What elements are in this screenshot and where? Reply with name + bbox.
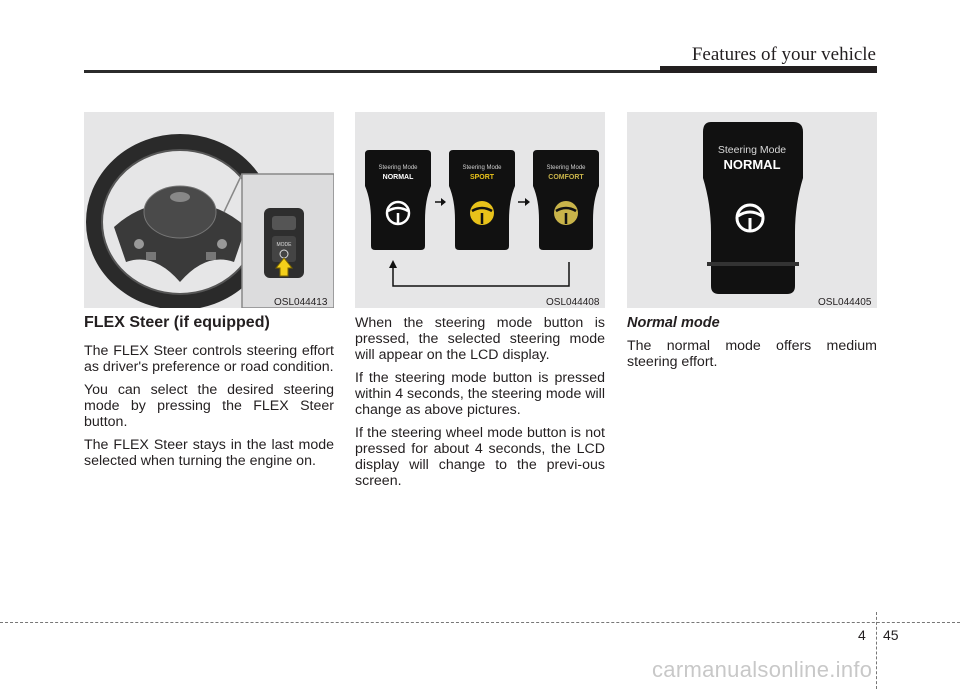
paragraph: When the steering mode button is pressed, the selected steering mode will appear on the LCD display. bbox=[355, 315, 605, 363]
display-mode: NORMAL bbox=[382, 174, 414, 181]
page-number: 45 bbox=[883, 627, 899, 643]
display-caption: Steering Mode bbox=[378, 165, 418, 171]
watermark: carmanualsonline.info bbox=[652, 657, 873, 682]
paragraph: The FLEX Steer stays in the last mode selected when turning the engine on. bbox=[84, 437, 334, 469]
mode-sequence-illustration bbox=[355, 112, 605, 308]
display-comfort bbox=[533, 150, 599, 250]
figure-mode-sequence bbox=[355, 112, 605, 308]
section-heading: FLEX Steer (if equipped) bbox=[84, 314, 270, 331]
paragraph: You can select the desired steering mode by pressing the FLEX Steer button. bbox=[84, 382, 334, 430]
display-mode: SPORT bbox=[469, 174, 495, 181]
chapter-number: 4 bbox=[858, 627, 866, 643]
paragraph: If the steering mode button is pressed within 4 seconds, the steering mode will change as above pictures. bbox=[355, 370, 605, 418]
paragraph: The FLEX Steer controls steering effort as driver's preference or road condition. bbox=[84, 343, 334, 375]
header-rule bbox=[84, 70, 660, 73]
figure-code-2: OSL044408 bbox=[546, 297, 600, 308]
running-header: Features of your vehicle bbox=[691, 44, 876, 65]
display-caption: Steering Mode bbox=[462, 165, 502, 171]
display-sport bbox=[449, 150, 515, 250]
display-caption: Steering Mode bbox=[717, 144, 787, 156]
display-caption: Steering Mode bbox=[546, 165, 586, 171]
column-flex-steer bbox=[84, 315, 334, 476]
paragraph: The normal mode offers medium steering effort. bbox=[627, 338, 877, 370]
steering-wheel-illustration bbox=[84, 112, 334, 308]
figure-code-1: OSL044413 bbox=[274, 297, 328, 308]
normal-display-illustration bbox=[627, 112, 877, 308]
figure-steering-wheel bbox=[84, 112, 334, 308]
header-bar bbox=[660, 66, 877, 73]
footer-rule bbox=[0, 622, 960, 623]
footer-divider bbox=[876, 612, 877, 689]
mode-button-label: MODE bbox=[276, 242, 292, 248]
figure-code-3: OSL044405 bbox=[818, 297, 872, 308]
column-mode-change bbox=[355, 315, 605, 496]
display-mode: NORMAL bbox=[723, 157, 781, 172]
paragraph: If the steering wheel mode button is not pressed for about 4 seconds, the LCD display will change to the previ-ous screen. bbox=[355, 425, 605, 489]
display-mode: COMFORT bbox=[548, 174, 584, 181]
column-normal-mode bbox=[627, 315, 877, 377]
subsection-heading: Normal mode bbox=[627, 315, 720, 331]
figure-normal-display bbox=[627, 112, 877, 308]
display-normal bbox=[365, 150, 431, 250]
